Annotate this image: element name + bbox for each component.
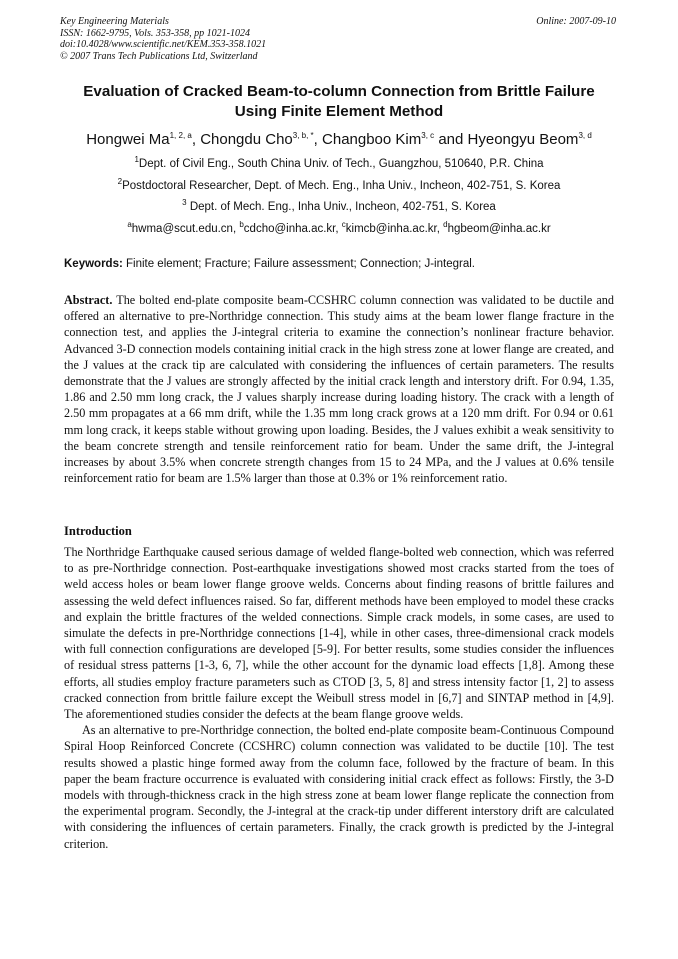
journal-header — [60, 16, 616, 62]
affiliation-text: Dept. of Civil Eng., South China Univ. of Tech., Guangzhou, 510640, P.R. China — [138, 158, 544, 170]
affiliation-3 — [40, 200, 638, 214]
author-name: Chongdu Cho — [200, 131, 293, 148]
keywords-label: Keywords: — [64, 258, 123, 270]
online-date: Online: 2007-09-10 — [536, 16, 616, 27]
affiliation-1 — [40, 157, 638, 171]
author-name: Hongwei Ma — [86, 131, 170, 148]
intro-paragraph-2: As an alternative to pre-Northridge connection, the bolted end-plate composite beam-Continuous Compound Spiral Hoop Reinforced Concrete (CCSHRC) column connection was validated to be ductile [10]. The test results showed a plastic hinge formed away from the column face, followed by the fracture of beam. In this paper the beam fracture occurrence is evaluated with considering initial crack effect as follows: Firstly, the 3-D models with through-thickness crack in the high stress zone at beam lower flange replicate the connection from the experimental program. Secondly, the J-integral at the crack-tip under different interstory drift are calculated with considering the influences of certain parameters. Finally, the crack growth is predicted by the J-integral criterion. — [64, 723, 614, 851]
author-separator: , — [191, 131, 201, 148]
doi-line: doi:10.4028/www.scientific.net/KEM.353-358.1021 — [60, 39, 267, 50]
email-mark: c — [341, 220, 346, 230]
email-address: hwma@scut.edu.cn, — [131, 223, 240, 235]
email-list — [40, 222, 638, 236]
affiliation-mark: 2 — [117, 177, 123, 187]
affiliation-mark: 1 — [134, 155, 139, 165]
intro-paragraph-1: The Northridge Earthquake caused serious damage of welded flange-bolted web connection, which was referred to as pre-Northridge connection. Post-earthquake investigations showed most cracks started from the toes of weld access holes or beam lower flange groove welds. Concerns about finding reasons of brittle failures and assessing the weld defect influences raised. So far, different methods have been employed to model these cracks and explain the brittle fractures of the welded connections. Simple crack models, in some cases, are used to simulate the defects in pre-Northridge connections [1-4], while in other cases, three-dimensional crack models with full connection configurations are developed [5-9]. For better results, some studies consider the influences of residual stress patterns [1-3, 6, 7], while the other account for the dynamic load effects [1,8]. Among these efforts, all studies employ fracture parameters such as CTOD [3, 5, 8] and stress intensity factor [1, 2] to assess cracked connection from brittle failure except the Weibull stress model in [6,7] and SINTAP method in [4,9]. The aforementioned studies consider the defects at the beam flange groove welds. — [64, 545, 614, 722]
author-affiliation-mark: 3, d — [578, 131, 592, 140]
affiliation-text: Dept. of Mech. Eng., Inha Univ., Incheon, 402-751, S. Korea — [186, 201, 496, 213]
email-mark: d — [443, 220, 448, 230]
affiliation-2 — [40, 179, 638, 193]
email-address: kimcb@inha.ac.kr, — [345, 223, 444, 235]
introduction-body — [64, 544, 614, 852]
journal-name: Key Engineering Materials — [60, 16, 169, 27]
author-affiliation-mark: 1, 2, a — [169, 131, 192, 140]
title-line-2: Using Finite Element Method — [234, 103, 444, 120]
author-separator: , — [313, 131, 323, 148]
email-mark: a — [127, 220, 132, 230]
author-affiliation-mark: 3, b, * — [292, 131, 314, 140]
abstract-label: Abstract. — [64, 293, 113, 307]
author-name: Changboo Kim — [322, 131, 422, 148]
author-name: Hyeongyu Beom — [467, 131, 579, 148]
title-line-1: Evaluation of Cracked Beam-to-column Connection from Brittle Failure — [83, 83, 595, 100]
email-mark: b — [239, 220, 244, 230]
paper-title — [40, 82, 638, 122]
abstract-text: The bolted end-plate composite beam-CCSHRC column connection was validated to be ductile and offered an alternative to pre-Northridge connection. This study aims at the beam lower flange fracture in the connection test, and applies the J-integral criteria to examine the connection’s nonlinear fracture behavior. Advanced 3-D connection models containing initial crack in the high stress zone at lower flange are created, and the J values at the crack tip are calculated with considering the influences of certain parameters. The results demonstrate that the J values are strongly affected by the initial crack length and interstory drift. For 0.94, 1.35, 1.86 and 2.50 mm long crack, the J values sharply increase during loading history. The crack with a length of 2.50 mm propagates at a 66 mm drift, while the 1.35 mm long crack grows at a 120 mm drift. For 0.94 or 0.61 mm long crack, it keeps stable without growing upon loading. Besides, the J values exhibit a weak sensitivity to the beam concrete strength and tensile reinforcement ratio for beam. Under the same drift, the J-integral increases by about 3.5% when concrete strength changes from 15 to 24 MPa, and the J values at 0.6% tensile reinforcement ratio for beam are 1.5% larger than those at 0.3% or 1% reinforcement ratio. — [64, 293, 614, 486]
author-affiliation-mark: 3, c — [421, 131, 435, 140]
issn-line: ISSN: 1662-9795, Vols. 353-358, pp 1021-1024 — [60, 27, 250, 39]
abstract — [64, 292, 614, 486]
email-address: cdcho@inha.ac.kr, — [243, 223, 342, 235]
email-address: hgbeom@inha.ac.kr — [447, 223, 551, 235]
keywords — [64, 258, 624, 270]
affiliation-text: Postdoctoral Researcher, Dept. of Mech. Eng., Inha Univ., Incheon, 402-751, S. Korea — [122, 180, 561, 192]
author-separator: and — [434, 131, 468, 148]
author-list — [40, 130, 638, 150]
copyright-line: © 2007 Trans Tech Publications Ltd, Switzerland — [60, 50, 258, 62]
affiliation-mark: 3 — [182, 198, 187, 208]
section-heading-introduction: Introduction — [64, 524, 132, 538]
keywords-text: Finite element; Fracture; Failure assessment; Connection; J-integral. — [122, 258, 475, 270]
